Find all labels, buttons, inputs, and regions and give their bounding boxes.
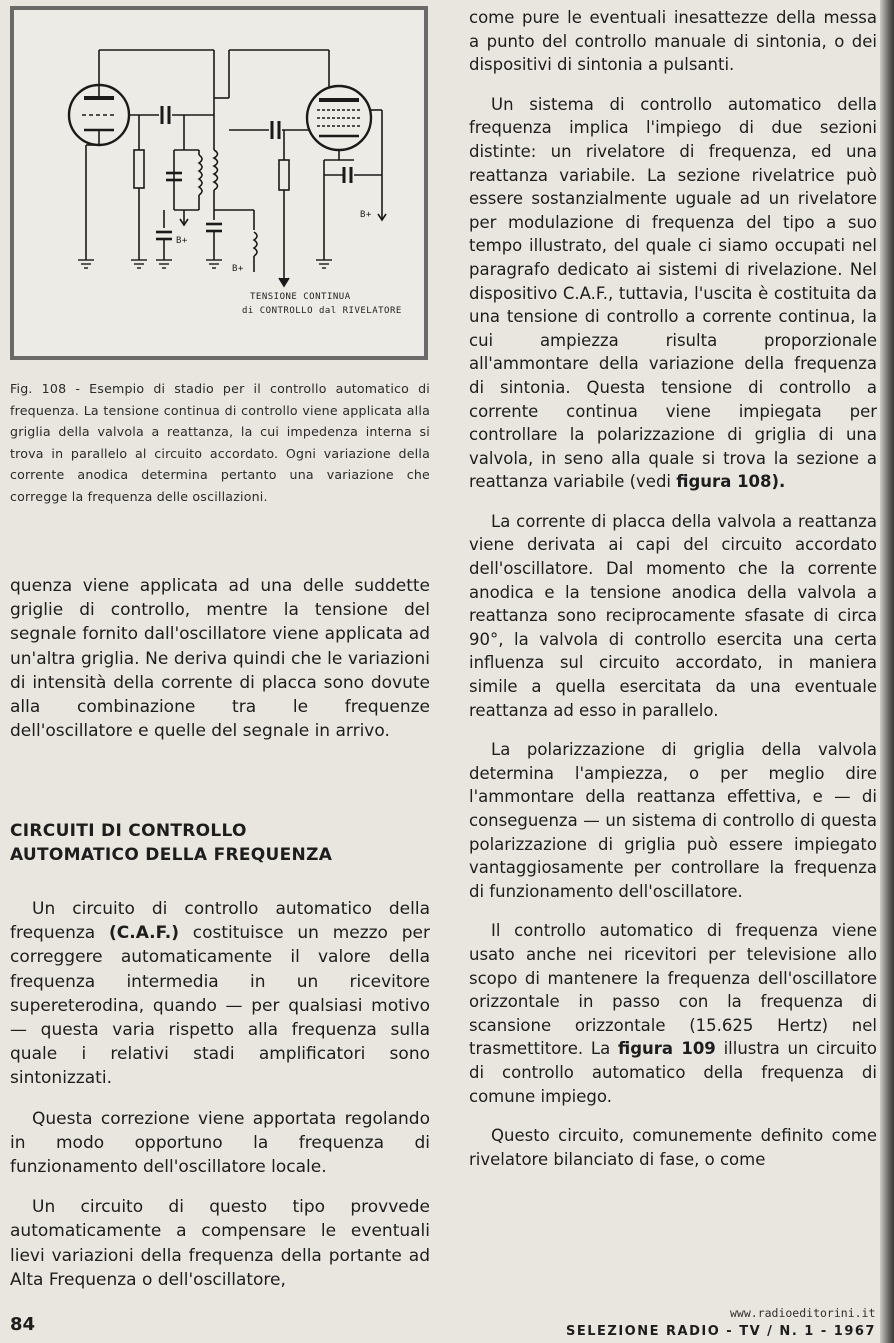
right-intro-paragraph: come pure le eventuali inesattezze della messa a punto del controllo manuale di sintonia, o dei dispositivi di sintonia a pulsanti. — [469, 8, 877, 75]
system-paragraph — [469, 93, 877, 494]
plate-current-paragraph: La corrente di placca della valvola a reattanza viene derivata ai capi del circuito accordato dell'oscillatore. Dal momento che la corrente anodica e la tensione anodica della valvola a reattanza sono reciprocamente sfasate di circa 90°, la valvola di controllo esercita una certa influenza sul circuito accordato, in maniera simile a quella esercitata da una eventuale reattanza ad esso in parallelo. — [469, 511, 877, 720]
correction-paragraph: Questa correzione viene apportata regolando in modo opportuno la frequenza di funzionamento dell'oscillatore locale. — [10, 1108, 430, 1178]
left-intro-paragraph: quenza viene applicata ad una delle suddette griglie di controllo, mentre la tensione del segnale fornito dall'oscillatore viene applicata ad un'altra griglia. Ne deriva quindi che le variazioni di intensità della corrente di placca sono dovute alla combinazione tra le frequenze dell'oscillatore e quelle del segnale in arrivo. — [10, 576, 430, 742]
scan-edge — [880, 0, 894, 1343]
circuit-paragraph: Un circuito di questo tipo provvede automaticamente a compensare le eventuali lievi variazioni della frequenza della portante ad Alta Frequenza o dell'oscillatore, — [10, 1197, 430, 1290]
caf-text-b: costituisce un mezzo per correggere automaticamente il valore della frequenza intermedia in un ricevitore supereterodina, quando — per qualsiasi motivo — questa varia rispetto alla frequenza sulla quale i relativi stadi amplificatori sono sintonizzati. — [10, 923, 430, 1089]
system-text: Un sistema di controllo automatico della frequenza implica l'impiego di due sezioni distinte: un rivelatore di frequenza, ed una reattanza variabile. La sezione rivelatrice può essere sostanzialmente uguale ad un rivelatore per modulazione di frequenza del tipo a suo tempo illustrato, del quale ci siamo occupati nel paragrafo dedicato ai sistemi di rivelazione. Nel dispositivo C.A.F., tuttavia, l'uscita è costituita da una tensione di controllo a corrente continua, la cui ampiezza risulta proporzionale all'ammontare della variazione della frequenza di sintonia. Questa tensione di controllo a corrente continua viene impiegata per controllare la polarizzazione di griglia di una valvola, in seno alla quale si trova la sezione a reattanza variabile (vedi — [469, 94, 877, 492]
watermark: www.radioeditorini.it — [730, 1306, 876, 1320]
section-heading-line-1: CIRCUITI DI CONTROLLO — [10, 821, 247, 841]
left-column — [10, 574, 430, 759]
section-heading — [10, 819, 430, 867]
tv-text-b: illustra un circuito di controllo automatico della frequenza di comune impiego. — [469, 1039, 877, 1106]
control-voltage-label-2: di CONTROLLO dal RIVELATORE — [242, 306, 402, 316]
tv-paragraph — [469, 919, 877, 1108]
caf-abbreviation: (C.A.F.) — [108, 923, 179, 944]
bplus-label-1: B+ — [176, 236, 188, 246]
section-heading-line-2: AUTOMATICO DELLA FREQUENZA — [10, 845, 333, 865]
left-column-body — [10, 897, 430, 1308]
figure-109-ref: figura 109 — [617, 1039, 716, 1059]
journal-footer: SELEZIONE RADIO - TV / N. 1 - 1967 — [566, 1324, 876, 1339]
bplus-label-3: B+ — [360, 210, 372, 220]
page-number: 84 — [10, 1314, 36, 1335]
caf-paragraph — [10, 897, 430, 1091]
right-column — [469, 6, 877, 1187]
figure-108-ref: figura 108). — [676, 472, 786, 492]
grid-bias-paragraph: La polarizzazione di griglia della valvola determina l'ampiezza, o per meglio dire l'ammontare della reattanza effettiva, e — di conseguenza — un sistema di controllo di questa polarizzazione di griglia può essere impiegato vantaggiosamente per controllare la frequenza di funzionamento dell'oscillatore. — [469, 740, 877, 901]
figure-108-schematic — [10, 6, 428, 360]
bplus-label-2: B+ — [232, 264, 244, 274]
circuit-diagram — [14, 10, 424, 356]
figure-caption: Fig. 108 - Esempio di stadio per il controllo automatico di frequenza. La tensione continua di controllo viene applicata alla griglia della valvola a reattanza, la cui impedenza interna si trova in parallelo al circuito accordato. Ogni variazione della corrente anodica determina pertanto una variazione che corregge la frequenza delle oscillazioni. — [10, 381, 430, 504]
control-voltage-label-1: TENSIONE CONTINUA — [250, 292, 351, 302]
tv-text-a: Il controllo automatico di frequenza viene usato anche nei ricevitori per televisione allo scopo di mantenere la frequenza dell'oscillatore orizzontale in passo con la frequenza di scansione orizzontale (15.625 Hertz) nel trasmettitore. La — [469, 921, 877, 1059]
caf-text-a: Un circuito di controllo automatico della frequenza — [10, 899, 430, 944]
phase-detector-paragraph: Questo circuito, comunemente definito come rivelatore bilanciato di fase, o come — [469, 1126, 877, 1169]
